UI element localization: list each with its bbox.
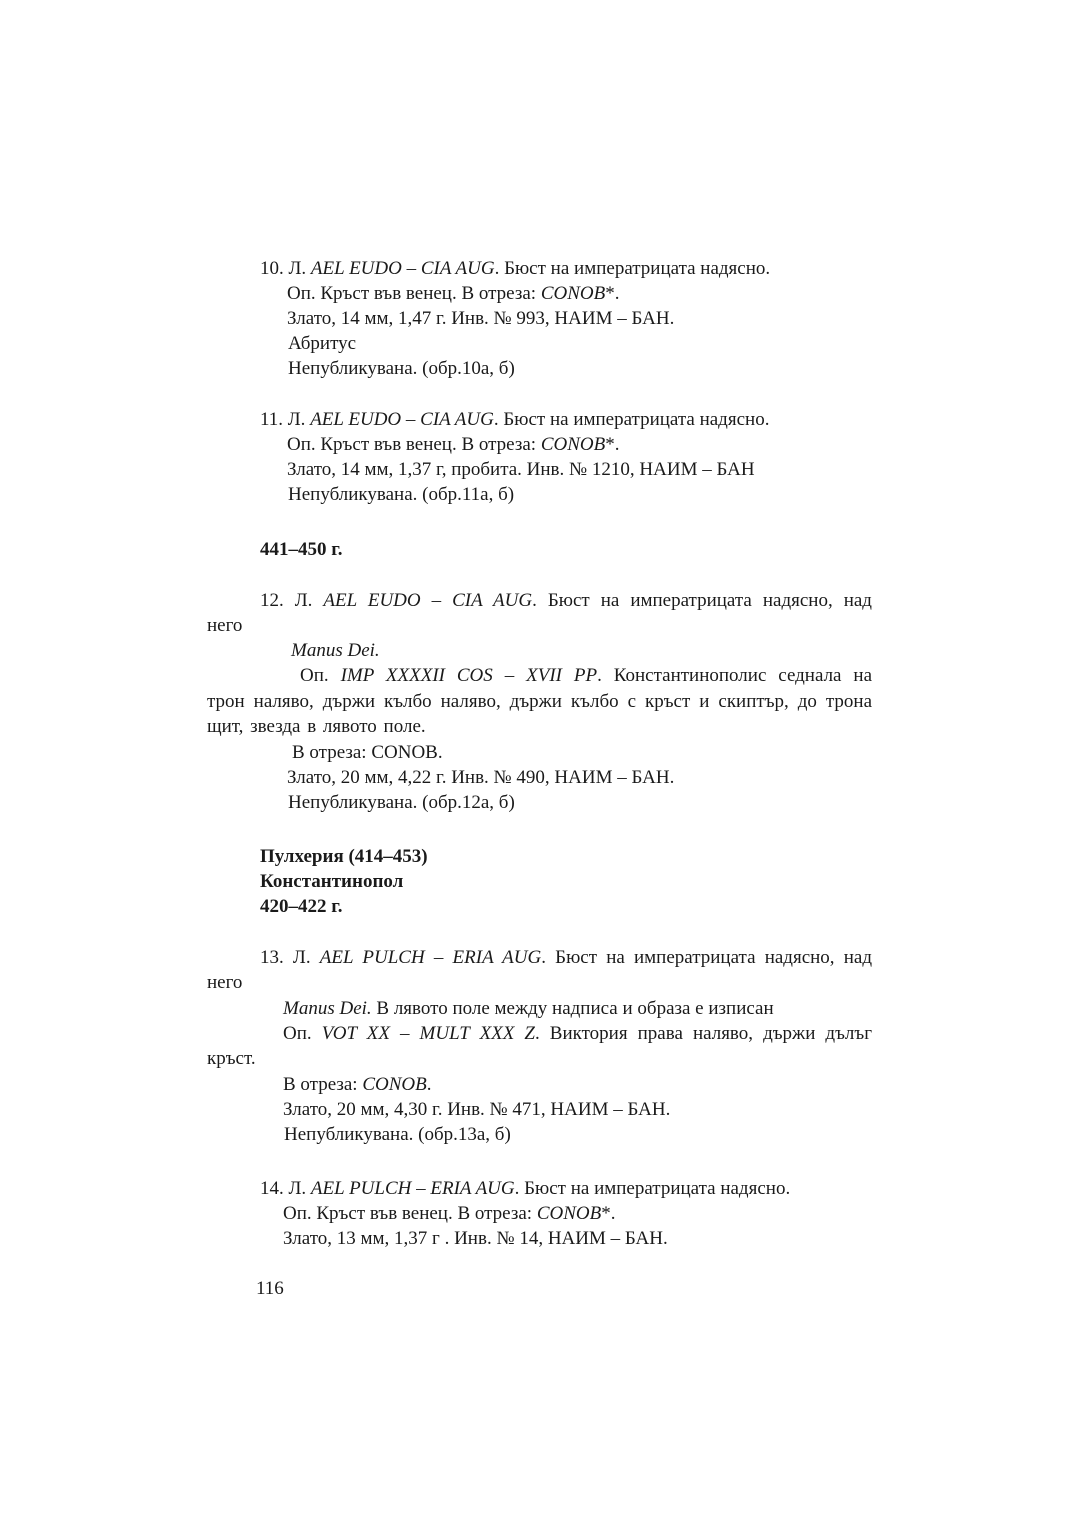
mint-heading: Константинопол — [260, 871, 404, 892]
entry-13-metal: Злато, 20 мм, 4,30 г. Инв. № 471, НАИМ – БАН. — [283, 1099, 671, 1120]
page-number: 116 — [256, 1278, 284, 1299]
period-heading-2: 420–422 г. — [260, 896, 343, 917]
entry-12-manus-dei: Manus Dei. — [291, 640, 380, 661]
reverse-suffix: *. — [605, 434, 620, 455]
entry-12-publication: Непубликувана. (обр.12а, б) — [288, 792, 515, 813]
entry-12-reverse — [300, 663, 872, 688]
entry-12-reverse-line3: щит, звезда в лявото поле. — [207, 716, 426, 737]
obverse-description: . Бюст на императрицата надясно. — [493, 409, 770, 430]
mint-mark: CONOB — [536, 1203, 602, 1224]
entry-13-manus-dei — [283, 996, 774, 1021]
entry-13-reverse — [283, 1021, 872, 1046]
entry-number: 10. Л. — [260, 258, 311, 279]
entry-13-reverse-cont: кръст. — [207, 1048, 256, 1069]
entry-12-reverse-line2: трон наляво, държи кълбо наляво, държи кълбо с кръст и скиптър, до трона — [207, 691, 872, 712]
mint-mark: CONOB — [362, 1074, 427, 1095]
mint-mark: CONOB — [540, 434, 606, 455]
entry-number: 14. Л. — [260, 1178, 311, 1199]
entry-14-metal: Злато, 13 мм, 1,37 г . Инв. № 14, НАИМ – БАН. — [283, 1228, 668, 1249]
exergue-label: В отреза: — [283, 1074, 363, 1095]
reverse-legend: VOT XX – MULT XXX Z — [321, 1023, 535, 1044]
entry-10-metal: Злато, 14 мм, 1,47 г. Инв. № 993, НАИМ – БАН. — [287, 308, 675, 329]
reverse-description: Оп. Кръст във венец. В отреза: — [287, 434, 541, 455]
obverse-description: . Бюст на императрицата надясно. — [514, 1178, 791, 1199]
entry-number: 12. Л. — [260, 590, 324, 611]
obverse-description: . Бюст на императрицата надясно, над — [541, 947, 873, 968]
reverse-description: Оп. Кръст във венец. В отреза: — [283, 1203, 537, 1224]
entry-14-reverse — [283, 1201, 615, 1226]
entry-10-place: Абритус — [288, 333, 357, 354]
mint-mark: CONOB — [540, 283, 606, 304]
entry-13-obverse — [260, 945, 872, 970]
obverse-description: . Бюст на императрицата надясно. — [494, 258, 771, 279]
entry-13-exergue — [283, 1072, 432, 1097]
obverse-description: . Бюст на императрицата надясно, над — [532, 590, 872, 611]
reverse-description: . Виктория права наляво, държи дълъг — [535, 1023, 872, 1044]
reverse-label: Оп. — [283, 1023, 322, 1044]
period-heading: 441–450 г. — [260, 539, 343, 560]
entry-12-exergue: В отреза: CONOB. — [292, 742, 443, 763]
reverse-suffix: *. — [601, 1203, 616, 1224]
entry-13-publication: Непубликувана. (обр.13а, б) — [284, 1124, 511, 1145]
ruler-heading: Пулхерия (414–453) — [260, 846, 428, 867]
legend-text: AEL EUDO – CIA AUG — [310, 258, 495, 279]
reverse-description: Оп. Кръст във венец. В отреза: — [287, 283, 541, 304]
legend-text: AEL PULCH – ERIA AUG — [310, 1178, 515, 1199]
entry-number: 13. Л. — [260, 947, 320, 968]
field-description: В лявото поле между надписа и образа е изписан — [371, 998, 774, 1019]
entry-11-reverse — [287, 432, 619, 457]
entry-12-obverse — [260, 588, 872, 613]
entry-10-publication: Непубликувана. (обр.10а, б) — [288, 358, 515, 379]
legend-text: AEL EUDO – CIA AUG — [323, 590, 533, 611]
entry-number: 11. Л. — [260, 409, 311, 430]
exergue-suffix: . — [426, 1074, 432, 1095]
entry-10-reverse — [287, 281, 619, 306]
manus-dei-text: Manus Dei. — [283, 998, 372, 1019]
reverse-label: Оп. — [300, 665, 341, 686]
entry-11-metal: Злато, 14 мм, 1,37 г, пробита. Инв. № 1210, НАИМ – БАН — [287, 459, 755, 480]
reverse-legend: IMP XXXXII COS – XVII PP — [340, 665, 598, 686]
entry-11-obverse — [260, 407, 769, 432]
entry-12-obverse-cont: него — [207, 615, 243, 636]
legend-text: AEL EUDO – CIA AUG — [310, 409, 494, 430]
entry-11-publication: Непубликувана. (обр.11а, б) — [288, 484, 515, 505]
entry-13-obverse-cont: него — [207, 972, 243, 993]
reverse-description: . Константинополис седнала на — [597, 665, 873, 686]
entry-14-obverse — [260, 1176, 790, 1201]
reverse-suffix: *. — [605, 283, 620, 304]
entry-12-metal: Злато, 20 мм, 4,22 г. Инв. № 490, НАИМ – БАН. — [287, 767, 675, 788]
legend-text: AEL PULCH – ERIA AUG — [319, 947, 542, 968]
entry-10-obverse — [260, 256, 770, 281]
